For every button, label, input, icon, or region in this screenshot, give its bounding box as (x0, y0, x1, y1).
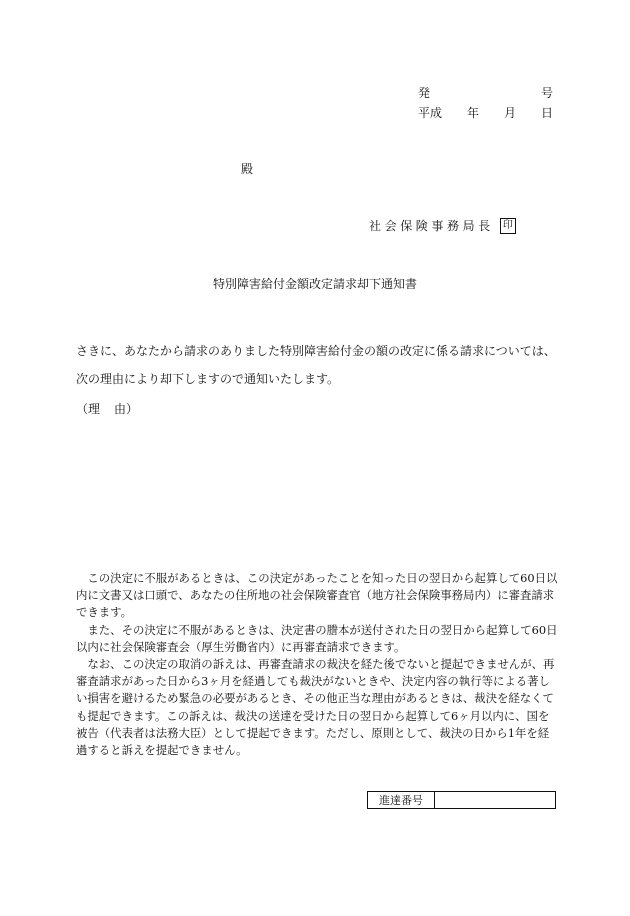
year-unit: 年 (466, 106, 479, 120)
reason-label (76, 400, 138, 417)
reason-label-open: （理 (76, 402, 101, 416)
seal-mark: 印 (500, 218, 516, 234)
document-title: 特別障害給付金額改定請求却下通知書 (212, 277, 417, 291)
notice-paragraph-1: この決定に不服があるときは、この決定があったことを知った日の翌日から起算して60日以内に文書又は口頭で、あなたの住所地の社会保険審査官（地方社会保険事務局内）に審査請求できます。 (76, 571, 558, 620)
reason-label-close: 由） (114, 402, 139, 416)
era-label: 平成 (418, 106, 443, 120)
delivery-number-field[interactable] (435, 792, 556, 809)
sender-block (369, 217, 516, 234)
body-line-2: 次の理由により却下しますので通知いたします。 (76, 372, 340, 386)
addressee-honorific: 殿 (241, 162, 254, 176)
body-line-1: さきに、あなたから請求のありました特別障害給付金の額の改定に係る請求については、 (76, 344, 556, 358)
delivery-number-table (367, 791, 556, 809)
issue-suffix: 号 (540, 86, 553, 100)
delivery-number-label: 進達番号 (368, 792, 435, 809)
notice-paragraph-2: また、その決定に不服があるときは、決定書の謄本が送付された日の翌日から起算して60日以内に社会保険審査会（厚生労働省内）に再審査請求できます。 (76, 622, 558, 654)
month-unit: 月 (503, 106, 516, 120)
day-unit: 日 (540, 106, 553, 120)
notice-paragraph-3: なお、この決定の取消の訴えは、再審査請求の裁決を経た後でないと提起できませんが、再審査請求があった日から3ヶ月を経過しても裁決がないときや、決定内容の執行等による著しい損害を避けるため緊急の必要があるとき、その他正当な理由があるときは、裁決を経なくても提起できます。この訴えは、裁決の送達を受けた日の翌日から起算して6ヶ月以内に、国を被告（代表者は法務大臣）として提起できます。ただし、原則として、裁決の日から1年を経過すると訴えを提起できません。 (76, 657, 555, 758)
issue-number-line (418, 84, 553, 101)
issue-prefix: 発 (418, 86, 431, 100)
sender-name: 社会保険事務局長 (369, 219, 494, 233)
date-line (418, 104, 553, 121)
appeal-notice (76, 570, 558, 759)
